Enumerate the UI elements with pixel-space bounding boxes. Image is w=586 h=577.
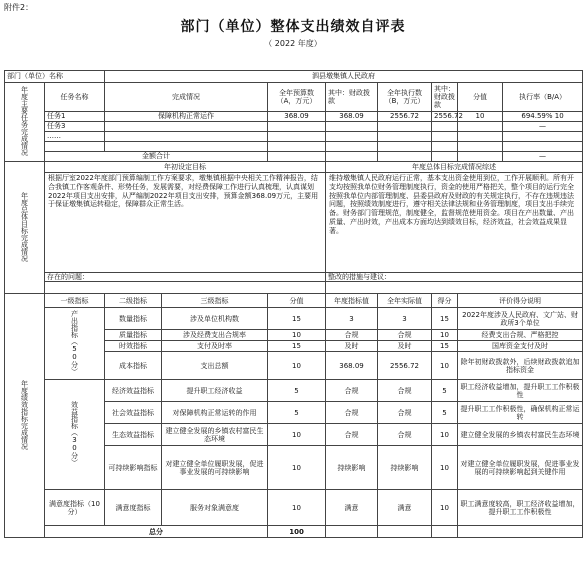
ind-target: 3 <box>326 308 378 330</box>
ind-target: 及时 <box>326 341 378 352</box>
task-name-header: 任务名称 <box>45 83 105 112</box>
group-label-output: 产出指标（50分） <box>45 308 105 380</box>
ind-target: 合规 <box>326 402 378 424</box>
ind-eval: 除年初财政拨款外，后续财政拨款追加指标资金 <box>458 352 583 380</box>
ind-target: 合规 <box>326 380 378 402</box>
ind-points: 10 <box>432 330 458 341</box>
ind-eval: 经费支出合规、严格把控 <box>458 330 583 341</box>
eval-header: 评价得分说明 <box>458 294 583 308</box>
measures-label: 整改的措施与建议： <box>326 273 583 282</box>
l3-name: 对建立健全单位履职发展，促进事业发展的可持续影响 <box>162 446 268 490</box>
ind-eval: 职工满意度较高，职工经济收益增加，提升职工工作积极性 <box>458 490 583 526</box>
task-budget-sub: 368.09 <box>326 112 378 122</box>
task-rate: 694.59% 10 <box>503 112 583 122</box>
task-actual-sub: 2556.72 <box>432 112 458 122</box>
task-row <box>5 122 583 132</box>
ind-eval: 国库资金支付及时 <box>458 341 583 352</box>
l3-name: 建立健全发展的乡镇农村富民生态环境 <box>162 424 268 446</box>
l2-name: 时效指标 <box>105 341 162 352</box>
l3-name: 提升职工经济收益 <box>162 380 268 402</box>
indicator-row <box>5 308 583 330</box>
ind-score: 10 <box>268 330 326 341</box>
total-row <box>5 152 583 162</box>
initial-goal-header: 年初设定目标 <box>45 162 326 173</box>
l2-name: 数量指标 <box>105 308 162 330</box>
actual-value-header: 全年实际值 <box>378 294 432 308</box>
ind-points: 15 <box>432 341 458 352</box>
indicator-row <box>5 380 583 402</box>
ind-target: 合规 <box>326 330 378 341</box>
l2-name: 满意度指标 <box>105 490 162 526</box>
unit-label: 部门（单位）名称 <box>5 71 105 83</box>
attachment-label: 附件2： <box>4 3 34 12</box>
ind-actual: 3 <box>378 308 432 330</box>
task-rate: — <box>503 122 583 132</box>
goals-content-row <box>5 173 583 273</box>
score-header: 分值 <box>458 83 503 112</box>
l2-name: 质量指标 <box>105 330 162 341</box>
actual-sub-header: 其中：财政拨款 <box>432 83 458 112</box>
indicator-row <box>5 490 583 526</box>
ind-score: 15 <box>268 308 326 330</box>
ind-points: 5 <box>432 402 458 424</box>
unit-name: 泗县墩集镇人民政府 <box>105 71 583 83</box>
ind-score: 10 <box>268 490 326 526</box>
ind-target: 满意 <box>326 490 378 526</box>
task-name: …… <box>45 132 105 142</box>
actual-header: 全年执行数（B，万元） <box>378 83 432 112</box>
ind-score: 10 <box>268 352 326 380</box>
group-label-satisfaction: 满意度指标（10分） <box>45 490 105 526</box>
task-row <box>5 132 583 142</box>
l1-header: 一级指标 <box>45 294 105 308</box>
l3-name: 服务对象满意度 <box>162 490 268 526</box>
ind-target: 合规 <box>326 424 378 446</box>
ind-score: 15 <box>268 341 326 352</box>
budget-sub-header: 其中：财政拨款 <box>326 83 378 112</box>
ind-points: 10 <box>432 490 458 526</box>
ind-score-header: 分值 <box>268 294 326 308</box>
tasks-header-row <box>5 83 583 112</box>
l2-name: 成本指标 <box>105 352 162 380</box>
initial-goal-text: 根据厅室2022年度部门预算编制工作方案要求，墩集镇根据中央相关工作精神报告，结合我镇工作客观条件、形势任务，发展需要，对经费保障工作进行认真梳理，认真谋划2022年项目支出安排，从严编制2022年项目支出安排，预算金额368.09万元，主要用于保证墩集镇运转稳定，保障群众正常生活。 <box>45 173 326 273</box>
achieved-goal-text: 维持墩集镇人民政府运行正常，基本支出资金使用到位，工作开展顺利。所有开支均按照我单位财务管理制度执行，资金的使用严格把关，整个项目的运行完全按照我单位内部管理制度、县委县政府及财政的有关规定执行，不存在违规违法问题，按照绩效制度进行，遵守相关法律法规和业务管理制度，项目支出手续完备。财务部门管理规范，制度健全，监督规范使用资金。项目在产出数量、产出质量、产出时效，产出成本方面均达到绩效目标，经济效益，社会效益成果显著。 <box>326 173 583 273</box>
ind-score: 5 <box>268 402 326 424</box>
ind-target: 368.09 <box>326 352 378 380</box>
evaluation-table <box>4 70 583 538</box>
total-label: 金额合计 <box>45 152 268 162</box>
ind-actual: 合规 <box>378 330 432 341</box>
l2-name: 社会效益指标 <box>105 402 162 424</box>
l3-header: 三级指标 <box>162 294 268 308</box>
indicators-section-label: 年度绩效指标完成情况 <box>5 294 45 538</box>
l2-name: 生态效益指标 <box>105 424 162 446</box>
ind-eval: 2022年度涉及人民政府、文广站、财政所3个单位 <box>458 308 583 330</box>
l2-name: 可持续影响指标 <box>105 446 162 490</box>
task-score: 10 <box>458 112 503 122</box>
ind-score: 10 <box>268 424 326 446</box>
problems-blank-row <box>5 282 583 294</box>
ind-points: 15 <box>432 308 458 330</box>
year-subtitle: （ 2022 年度） <box>264 39 322 48</box>
points-header: 得分 <box>432 294 458 308</box>
ind-actual: 合规 <box>378 402 432 424</box>
task-budget: 368.09 <box>268 112 326 122</box>
total-score-row <box>5 526 583 538</box>
ind-target: 持续影响 <box>326 446 378 490</box>
ind-points: 10 <box>432 424 458 446</box>
goals-header-row <box>5 162 583 173</box>
l3-name: 支付及时率 <box>162 341 268 352</box>
ind-actual: 及时 <box>378 341 432 352</box>
ind-eval: 建立健全发展的乡镇农村富民生态环境 <box>458 424 583 446</box>
unit-row <box>5 71 583 83</box>
achieved-goal-header: 年度总体目标完成情况综述 <box>326 162 583 173</box>
rate-header: 执行率（B/A） <box>503 83 583 112</box>
ind-actual: 2556.72 <box>378 352 432 380</box>
ind-points: 10 <box>432 352 458 380</box>
ind-points: 10 <box>432 446 458 490</box>
l3-name: 涉及单位机构数 <box>162 308 268 330</box>
total-score-label: 总分 <box>45 526 268 538</box>
total-score-value: 100 <box>268 526 326 538</box>
ind-score: 10 <box>268 446 326 490</box>
task-name: 任务3 <box>45 122 105 132</box>
tasks-section-label: 年度主要任务完成情况 <box>5 83 45 162</box>
ind-actual: 满意 <box>378 490 432 526</box>
ind-eval: 提升职工工作积极性，确保机构正常运转 <box>458 402 583 424</box>
task-completion: 保障机构正常运作 <box>105 112 268 122</box>
task-name: 任务1 <box>45 112 105 122</box>
group-label-benefit: 效益指标（30分） <box>45 380 105 490</box>
l3-name: 涉及经费支出合规率 <box>162 330 268 341</box>
page-title: 部门（单位）整体支出绩效自评表 <box>180 19 406 35</box>
l2-header: 二级指标 <box>105 294 162 308</box>
ind-score: 5 <box>268 380 326 402</box>
total-rate: — <box>503 152 583 162</box>
ind-points: 5 <box>432 380 458 402</box>
budget-header: 全年预算数（A，万元） <box>268 83 326 112</box>
task-row <box>5 112 583 122</box>
indicators-header-row <box>5 294 583 308</box>
target-header: 年度指标值 <box>326 294 378 308</box>
ind-actual: 持续影响 <box>378 446 432 490</box>
l3-name: 对保障机构正常运转的作用 <box>162 402 268 424</box>
l2-name: 经济效益指标 <box>105 380 162 402</box>
completion-header: 完成情况 <box>105 83 268 112</box>
problems-row <box>5 273 583 282</box>
ind-eval: 对建立健全单位履职发展，促进事业发展的可持续影响起到关键作用 <box>458 446 583 490</box>
ind-eval: 职工经济收益增加，提升职工工作积极性 <box>458 380 583 402</box>
task-actual: 2556.72 <box>378 112 432 122</box>
ind-actual: 合规 <box>378 380 432 402</box>
blank-row <box>5 142 583 152</box>
ind-actual: 合规 <box>378 424 432 446</box>
problems-label: 存在的问题： <box>45 273 326 282</box>
goals-section-label: 年度总体目标完成情况 <box>5 162 45 294</box>
l3-name: 支出总额 <box>162 352 268 380</box>
